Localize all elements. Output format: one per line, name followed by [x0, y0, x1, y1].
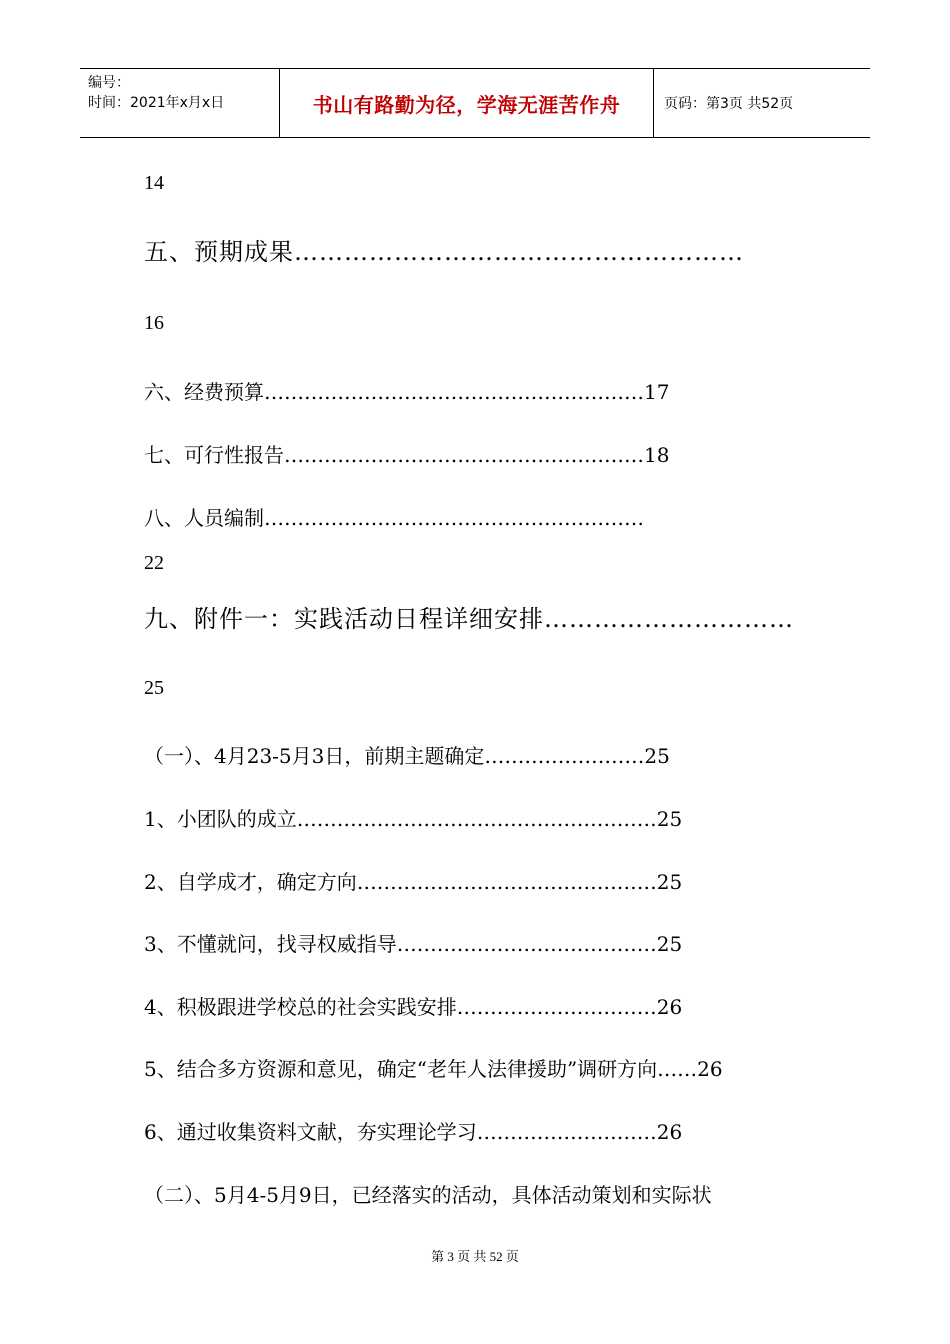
toc-entry-5: 5、结合多方资源和意见，确定“老年人法律援助”调研方向……26	[144, 1057, 723, 1081]
toc-entry-phase-1: （一）、4月23-5月3日，前期主题确定……………………25	[144, 744, 670, 768]
toc-entry-staffing: 八、人员编制…………………………………………………	[144, 506, 644, 530]
toc-line: 22	[144, 552, 164, 574]
toc-entry-4: 4、积极跟进学校总的社会实践安排…………………………26	[144, 995, 683, 1019]
toc-line: 25	[144, 677, 164, 699]
page-footer: 第 3 页 共 52 页	[431, 1249, 519, 1264]
header-page-info: 页码：第3页 共52页	[664, 96, 794, 112]
toc-entry-phase-2: （二）、5月4-5月9日，已经落实的活动，具体活动策划和实际状	[144, 1183, 712, 1207]
time-label: 时间：2021年x月x日	[88, 95, 225, 111]
page-header	[80, 68, 870, 138]
toc-line: 14	[144, 172, 164, 194]
toc-entry-1: 1、小团队的成立………………………………………………25	[144, 807, 683, 831]
toc-entry-feasibility: 七、可行性报告………………………………………………18	[144, 443, 670, 467]
code-label: 编号：	[88, 75, 130, 91]
toc-entry-6: 6、通过收集资料文献，夯实理论学习………………………26	[144, 1120, 683, 1144]
toc-entry-budget: 六、经费预算…………………………………………………17	[144, 380, 670, 404]
toc-entry-2: 2、自学成才，确定方向………………………………………25	[144, 870, 683, 894]
toc-entry-3: 3、不懂就问，找寻权威指导…………………………………25	[144, 932, 683, 956]
motto-text: 书山有路勤为径，学海无涯苦作舟	[312, 92, 621, 117]
toc-entry-expected-results: 五、预期成果………………………………………………	[144, 238, 744, 266]
toc-entry-appendix: 九、附件一：实践活动日程详细安排…………………………	[144, 605, 794, 633]
header-motto-cell	[280, 69, 654, 137]
toc-line: 16	[144, 312, 164, 334]
header-meta	[80, 69, 280, 137]
